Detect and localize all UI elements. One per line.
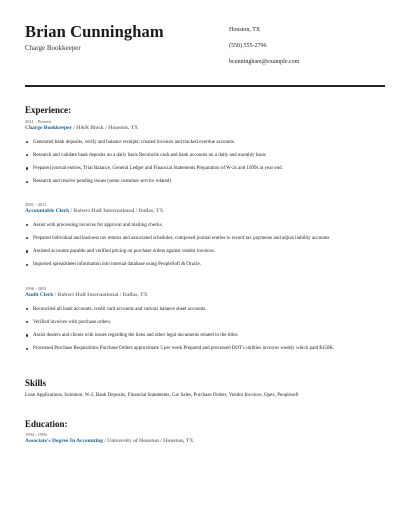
job-bullet: Assisted accounts payable and verified pricing on purchase orders against vendor invoices. bbox=[25, 245, 385, 258]
job-heading bbox=[25, 208, 385, 215]
job-bullet: Reconciled all bank accounts, credit card accounts and various balance sheet accounts. bbox=[25, 303, 385, 316]
education-heading: Education: bbox=[25, 419, 68, 429]
education-entry bbox=[25, 432, 385, 445]
job-role: Accountable Clerk bbox=[25, 207, 70, 214]
contact-location: Houston, TX bbox=[229, 27, 261, 33]
job-heading bbox=[25, 125, 385, 132]
resume-header bbox=[25, 22, 385, 84]
job-bullet: Generated bank deposits, verify and balance receipts; created invoices and tracked overdue accounts. bbox=[25, 136, 385, 149]
job-role: Charge Bookkeeper bbox=[25, 124, 72, 131]
education-school: / University of Houston / Houston, TX bbox=[104, 437, 194, 444]
job-bullets bbox=[25, 219, 385, 272]
experience-heading: Experience: bbox=[25, 105, 71, 115]
job-dates: 2011 - Present bbox=[25, 119, 51, 124]
job-entry-1 bbox=[25, 119, 385, 188]
education-degree: Associate's Degree In Accounting bbox=[25, 437, 103, 444]
skills-list: Loan Applications, Solomon, W-2, Bank Deposits, Financial Statements, Car Sales, Purchase Orders, Vendor Invoices, Opex, Peoplesoft bbox=[25, 393, 299, 398]
contact-email[interactable]: bcunningham@example.com bbox=[229, 59, 300, 65]
header-divider bbox=[25, 85, 385, 87]
job-company: / Robert Half International / Dallas, TX bbox=[70, 207, 164, 214]
job-bullet: Research and resolve pending issues (some customer service related) bbox=[25, 175, 385, 188]
job-bullet: Imported spreadsheet information into internal database using PeopleSoft & Oracle. bbox=[25, 258, 385, 271]
job-bullet: Verified invoices with purchase orders. bbox=[25, 316, 385, 329]
job-heading bbox=[25, 292, 385, 299]
job-role: Audit Clerk bbox=[25, 291, 54, 298]
job-bullet: Assist with processing invoices for approval and mailing checks. bbox=[25, 219, 385, 232]
candidate-name: Brian Cunningham bbox=[25, 22, 164, 41]
job-bullets bbox=[25, 303, 385, 356]
job-bullet: Prepared journal entries, Trial Balance, General Ledger and Financial Statements Preparation of W-2s and 1099s at year end. bbox=[25, 162, 385, 175]
job-entry-2 bbox=[25, 202, 385, 271]
contact-phone: (550) 555-2796 bbox=[229, 43, 267, 49]
skills-heading: Skills bbox=[25, 378, 47, 388]
education-dates: 1994 - 1996 bbox=[25, 432, 47, 437]
job-bullets bbox=[25, 136, 385, 189]
education-heading-line bbox=[25, 438, 385, 445]
job-dates: 2001 - 2011 bbox=[25, 202, 47, 207]
job-bullet: Prepared individual and business tax returns and associated schedules; composed journal entries to record tax payments and adjust liability accounts bbox=[25, 232, 385, 245]
job-entry-3 bbox=[25, 286, 385, 355]
job-dates: 1996 - 2001 bbox=[25, 286, 47, 291]
candidate-title: Charge Bookkeeper bbox=[25, 44, 81, 52]
job-bullet: Processed Purchase Requisitions Purchase Orders approximate 5 per week Prepared and processed DOT's utilities invoices weekly which paid $150K. bbox=[25, 342, 385, 355]
job-company: / H&R Block / Houston, TX bbox=[73, 124, 139, 131]
job-company: / Robert Half International / Dallas, TX bbox=[54, 291, 148, 298]
job-bullet: Research and validate bank deposits on a daily basis Reconcile cash and bank accounts on a daily and monthly basis bbox=[25, 149, 385, 162]
job-bullet: Assist dealers and clients with issues regarding the liens and other legal documents related to the titles. bbox=[25, 329, 385, 342]
